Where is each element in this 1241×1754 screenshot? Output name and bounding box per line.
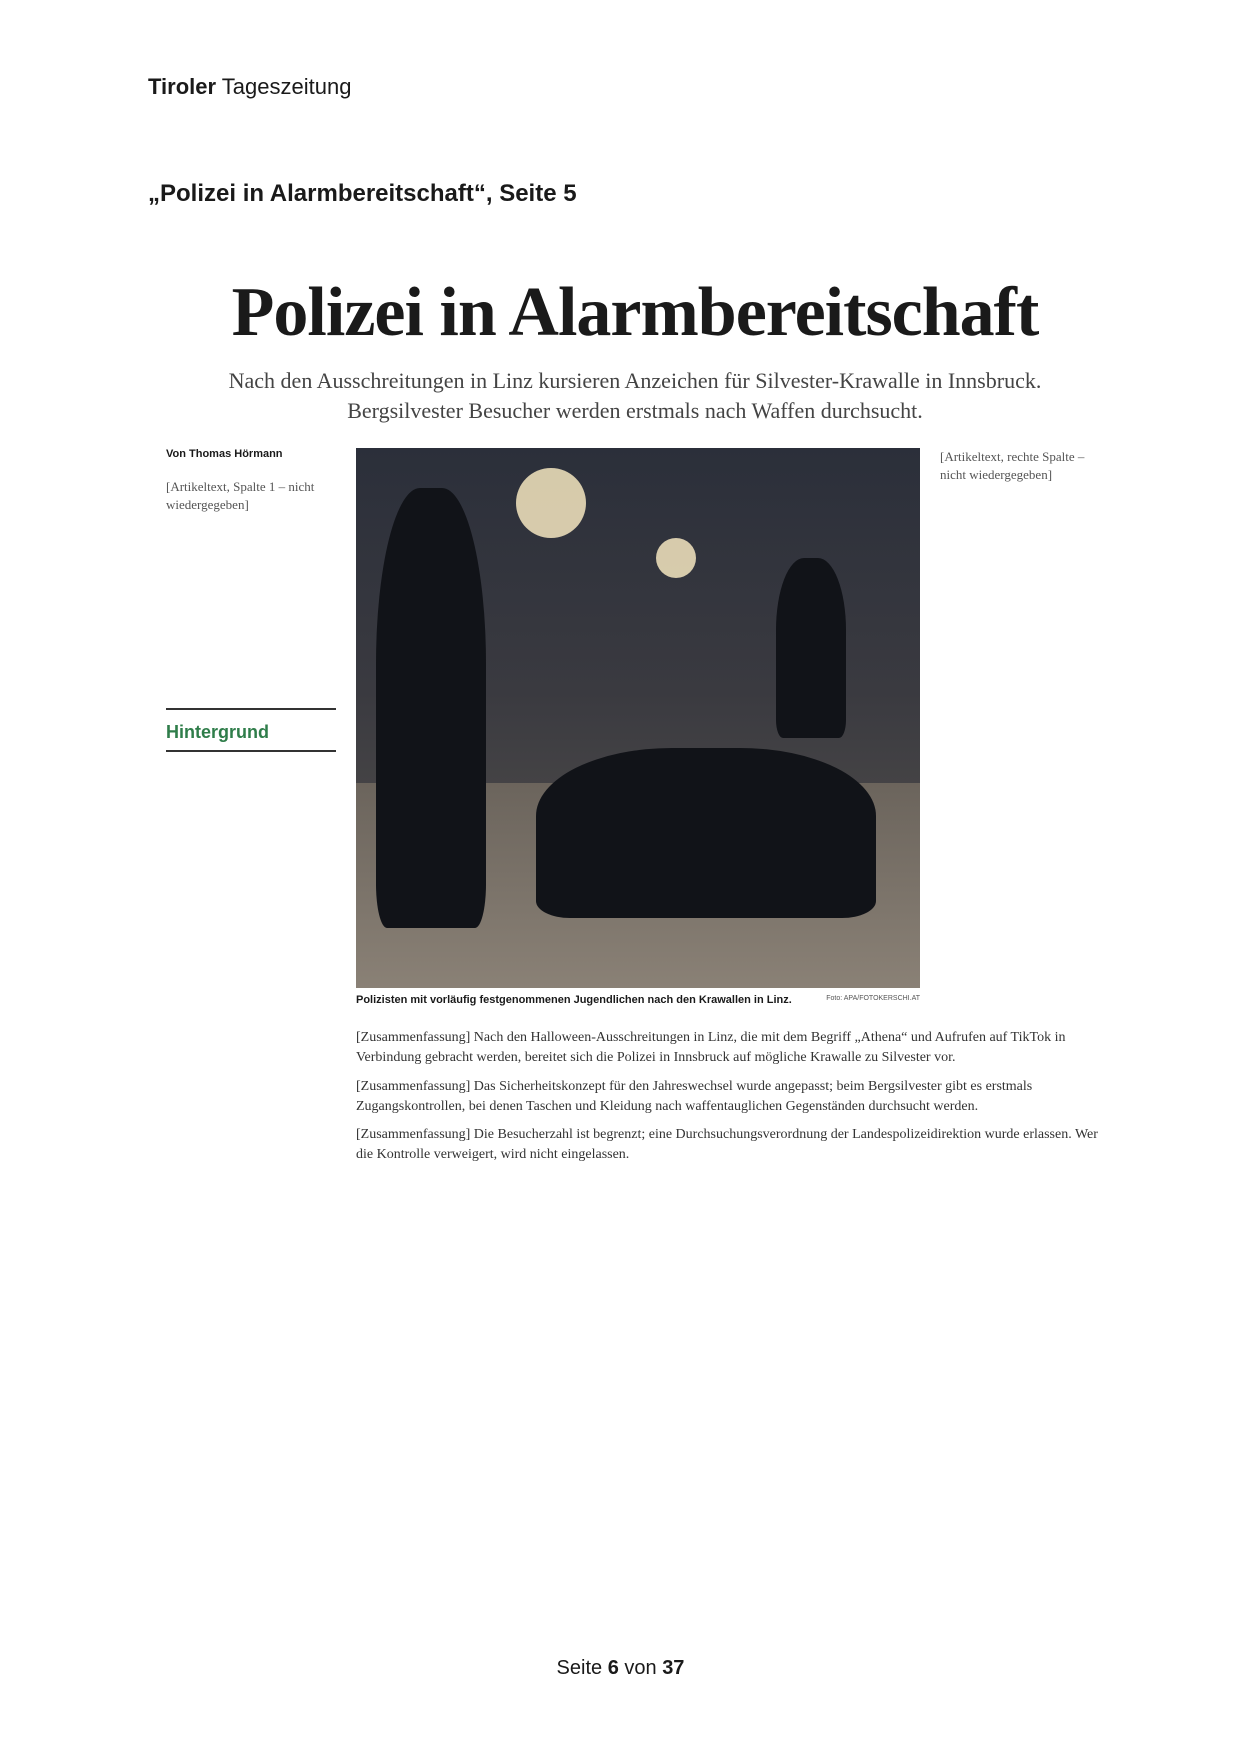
article-headline: Polizei in Alarmbereitschaft (231, 274, 1039, 351)
footer-prefix: Seite (556, 1657, 608, 1679)
photo-streetlight (516, 468, 586, 538)
newspaper-clipping (160, 274, 1110, 1318)
page-footer (0, 1657, 1241, 1680)
photo-police-officer (376, 488, 486, 928)
photo-caption (356, 994, 920, 1006)
photo-credit: Foto: APA/FOTOKERSCHI.AT (826, 995, 920, 1002)
left-column-placeholder: [Artikeltext, Spalte 1 – nicht wiedergegeben] (166, 479, 315, 513)
article-subline: Nach den Ausschreitungen in Linz kursieren Anzeichen für Silvester-Krawalle in Innsbruck. Bergsilvester Besucher werden erstmals nach Waffen durchsucht. (228, 368, 1042, 423)
right-column-placeholder: [Artikeltext, rechte Spalte – nicht wiedergegeben] (940, 449, 1085, 483)
article-photo (356, 448, 920, 988)
box-rule-bottom (166, 750, 336, 752)
clip-title: „Polizei in Alarmbereitschaft“, Seite 5 (148, 180, 577, 207)
footer-total-pages: 37 (662, 1657, 685, 1679)
footer-page-number: 6 (607, 1657, 619, 1679)
summary-paragraph: [Zusammenfassung] Das Sicherheitskonzept für den Jahreswechsel wurde angepasst; beim Bergsilvester gibt es erstmals Zugangskontrollen, bei denen Taschen und Kleidung nach waffentauglichen Gegenständen durchsucht werden. (356, 1078, 1033, 1114)
brand-rest: Tageszeitung (216, 74, 352, 99)
footer-mid: von (618, 1657, 663, 1679)
box-rule-top (166, 708, 336, 710)
article-summary (356, 1028, 1110, 1174)
article-byline: Von Thomas Hörmann (166, 448, 283, 460)
photo-caption-text: Polizisten mit vorläufig festgenommenen Jugendlichen nach den Krawallen in Linz. (356, 994, 792, 1006)
photo-seated-group (536, 748, 876, 918)
summary-paragraph: [Zusammenfassung] Nach den Halloween-Ausschreitungen in Linz, die mit dem Begriff „Athena“ und Aufrufen auf TikTok in Verbindung gebracht werden, bereitet sich die Polizei in Innsbruck auf mögliche Krawalle zu Silvester vor. (356, 1030, 1066, 1066)
publication-brand (148, 74, 351, 100)
background-box-label: Hintergrund (166, 722, 269, 742)
brand-bold: Tiroler (148, 74, 217, 99)
summary-paragraph: [Zusammenfassung] Die Besucherzahl ist begrenzt; eine Durchsuchungsverordnung der Landespolizeidirektion wurde erlassen. Wer die Kontrolle verweigert, wird nicht eingelassen. (356, 1127, 1098, 1163)
photo-police-officers-background (776, 558, 846, 738)
photo-streetlight (656, 538, 696, 578)
